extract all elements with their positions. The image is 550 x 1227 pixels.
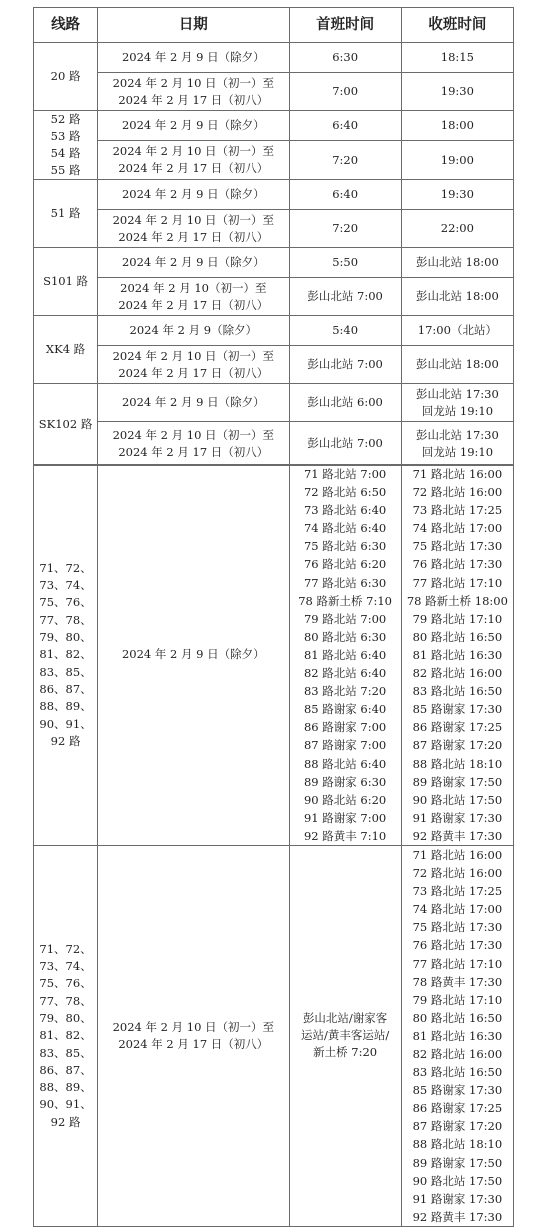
schedule-entry: 74 路北站 17:00 (412, 521, 503, 536)
schedule-entry: 91 路谢家 7:00 (303, 810, 387, 825)
schedule-entry: 92 路黄丰 17:30 (412, 1209, 503, 1224)
schedule-entry: 74 路北站 17:00 (412, 902, 503, 917)
first-bus-cell: 6:40 (289, 111, 401, 141)
schedule-entry: 91 路谢家 17:30 (412, 810, 503, 825)
schedule-entry: 80 路北站 6:30 (303, 629, 387, 644)
schedule-entry: 75 路北站 6:30 (303, 539, 387, 554)
last-bus-cell: 19:00 (401, 141, 513, 180)
schedule-entry: 85 路谢家 17:30 (412, 1083, 503, 1098)
schedule-entry: 72 路北站 16:00 (412, 485, 503, 500)
schedule-entry: 89 路谢家 17:50 (412, 774, 503, 789)
schedule-entry: 76 路北站 17:30 (412, 938, 503, 953)
schedule-entry: 85 路谢家 17:30 (412, 702, 503, 717)
schedule-entry: 83 路北站 16:50 (412, 1065, 503, 1080)
route-cell: 20 路 (34, 43, 98, 111)
schedule-entry: 89 路谢家 17:50 (412, 1155, 503, 1170)
first-bus-list (289, 465, 401, 846)
schedule-entry: 83 路北站 16:50 (412, 684, 503, 699)
schedule-entry: 82 路北站 6:40 (303, 666, 387, 681)
route-cell: S101 路 (34, 248, 98, 316)
schedule-entry: 86 路谢家 17:25 (412, 720, 503, 735)
table-row (34, 845, 514, 1226)
schedule-entry: 76 路北站 6:20 (303, 557, 387, 572)
first-bus-cell: 彭山北站/谢家客 运站/黄丰客运站/ 新土桥 7:20 (289, 845, 401, 1226)
route-cell: 71、72、 73、74、 75、76、 77、78、 79、80、 81、82、 83、85、 86、87、 88、89、 90、91、 92 路 (34, 845, 98, 1226)
first-bus-cell: 7:20 (289, 210, 401, 248)
schedule-entry: 76 路北站 17:30 (412, 557, 503, 572)
schedule-entry: 78 路新土桥 7:10 (298, 593, 393, 608)
first-bus-cell: 7:00 (289, 73, 401, 111)
date-cell: 2024 年 2 月 10 日（初一）至 2024 年 2 月 17 日（初八） (98, 141, 289, 180)
last-bus-cell: 彭山北站 18:00 (401, 248, 513, 278)
table-row (34, 465, 514, 846)
schedule-entry: 85 路谢家 6:40 (303, 702, 387, 717)
date-cell: 2024 年 2 月 10 日（初一）至 2024 年 2 月 17 日（初八） (98, 73, 289, 111)
schedule-entry: 83 路北站 7:20 (303, 684, 387, 699)
schedule-entry: 80 路北站 16:50 (412, 1010, 503, 1025)
first-bus-cell: 彭山北站 7:00 (289, 422, 401, 466)
last-bus-list (401, 845, 513, 1226)
table-row (34, 346, 514, 384)
schedule-entry: 78 路黄丰 17:30 (412, 974, 503, 989)
table-row (34, 111, 514, 141)
first-bus-cell: 5:40 (289, 316, 401, 346)
schedule-entry: 89 路谢家 6:30 (303, 774, 387, 789)
schedule-entry: 73 路北站 17:25 (412, 884, 503, 899)
table-row (34, 278, 514, 316)
schedule-entry: 71 路北站 16:00 (412, 467, 503, 481)
schedule-entry: 88 路北站 6:40 (303, 756, 387, 771)
schedule-entry: 87 路谢家 7:00 (303, 738, 387, 753)
schedule-entry: 81 路北站 6:40 (303, 647, 387, 662)
date-cell: 2024 年 2 月 9 日（除夕） (98, 111, 289, 141)
schedule-table-upper (33, 7, 514, 466)
schedule-entry: 90 路北站 17:50 (412, 1173, 503, 1188)
first-bus-cell: 彭山北站 7:00 (289, 278, 401, 316)
schedule-entry: 77 路北站 17:10 (412, 575, 503, 590)
route-cell: 51 路 (34, 180, 98, 248)
table-row (34, 43, 514, 73)
date-cell: 2024 年 2 月 10 日（初一）至 2024 年 2 月 17 日（初八） (98, 422, 289, 466)
schedule-entry: 74 路北站 6:40 (303, 521, 387, 536)
schedule-entry: 77 路北站 17:10 (412, 956, 503, 971)
last-bus-list (401, 465, 513, 846)
schedule-entry: 75 路北站 17:30 (412, 920, 503, 935)
schedule-entry: 91 路谢家 17:30 (412, 1191, 503, 1206)
date-cell: 2024 年 2 月 9 日（除夕） (98, 465, 289, 846)
schedule-entry: 81 路北站 16:30 (412, 1028, 503, 1043)
last-bus-cell: 19:30 (401, 73, 513, 111)
schedule-entry: 80 路北站 16:50 (412, 629, 503, 644)
last-bus-cell: 19:30 (401, 180, 513, 210)
first-bus-cell: 6:30 (289, 43, 401, 73)
date-cell: 2024 年 2 月 10 日（初一）至 2024 年 2 月 17 日（初八） (98, 210, 289, 248)
schedule-entry: 81 路北站 16:30 (412, 647, 503, 662)
table-row (34, 180, 514, 210)
schedule-entry: 79 路北站 7:00 (303, 611, 387, 626)
table-row (34, 422, 514, 466)
table-row (34, 141, 514, 180)
schedule-entry: 90 路北站 17:50 (412, 792, 503, 807)
schedule-entry: 86 路谢家 7:00 (303, 720, 387, 735)
route-cell: 52 路 53 路 54 路 55 路 (34, 111, 98, 180)
first-bus-cell: 7:20 (289, 141, 401, 180)
route-cell: XK4 路 (34, 316, 98, 384)
last-bus-cell: 彭山北站 17:30 回龙站 19:10 (401, 422, 513, 466)
route-cell: 71、72、 73、74、 75、76、 77、78、 79、80、 81、82、 83、85、 86、87、 88、89、 90、91、 92 路 (34, 465, 98, 846)
first-bus-cell: 5:50 (289, 248, 401, 278)
schedule-entry: 75 路北站 17:30 (412, 539, 503, 554)
table-row (34, 316, 514, 346)
schedule-entry: 88 路北站 18:10 (412, 1137, 503, 1152)
schedule-entry: 71 路北站 7:00 (303, 467, 387, 481)
schedule-entry: 73 路北站 17:25 (412, 503, 503, 518)
date-cell: 2024 年 2 月 9 日（除夕） (98, 180, 289, 210)
first-bus-cell: 6:40 (289, 180, 401, 210)
schedule-entry: 79 路北站 17:10 (412, 992, 503, 1007)
header-first-bus: 首班时间 (289, 8, 401, 43)
schedule-entry: 77 路北站 6:30 (303, 575, 387, 590)
last-bus-cell: 彭山北站 18:00 (401, 278, 513, 316)
date-cell: 2024 年 2 月 10 日（初一）至 2024 年 2 月 17 日（初八） (98, 346, 289, 384)
schedule-entry: 72 路北站 16:00 (412, 866, 503, 881)
schedule-entry: 86 路谢家 17:25 (412, 1101, 503, 1116)
table-row (34, 73, 514, 111)
schedule-entry: 92 路黄丰 17:30 (412, 828, 503, 843)
schedule-entry: 92 路黄丰 7:10 (303, 828, 387, 843)
schedule-table-lower (33, 464, 514, 1227)
date-cell: 2024 年 2 月 10（初一）至 2024 年 2 月 17 日（初八） (98, 278, 289, 316)
schedule-entry: 73 路北站 6:40 (303, 503, 387, 518)
last-bus-cell: 彭山北站 18:00 (401, 346, 513, 384)
table-row (34, 210, 514, 248)
schedule-entry: 71 路北站 16:00 (412, 847, 503, 862)
first-bus-cell: 彭山北站 6:00 (289, 384, 401, 422)
header-date: 日期 (98, 8, 289, 43)
last-bus-cell: 18:00 (401, 111, 513, 141)
last-bus-cell: 18:15 (401, 43, 513, 73)
date-cell: 2024 年 2 月 10 日（初一）至 2024 年 2 月 17 日（初八） (98, 845, 289, 1226)
header-last-bus: 收班时间 (401, 8, 513, 43)
schedule-entry: 82 路北站 16:00 (412, 666, 503, 681)
schedule-entry: 88 路北站 18:10 (412, 756, 503, 771)
schedule-entry: 72 路北站 6:50 (303, 485, 387, 500)
date-cell: 2024 年 2 月 9（除夕） (98, 316, 289, 346)
schedule-entry: 87 路谢家 17:20 (412, 738, 503, 753)
table-row (34, 248, 514, 278)
schedule-entry: 79 路北站 17:10 (412, 611, 503, 626)
schedule-entry: 78 路新土桥 18:00 (406, 593, 508, 608)
schedule-entry: 82 路北站 16:00 (412, 1047, 503, 1061)
header-route: 线路 (34, 8, 98, 43)
route-cell: SK102 路 (34, 384, 98, 466)
schedule-entry: 90 路北站 6:20 (303, 792, 387, 807)
last-bus-cell: 17:00（北站） (401, 316, 513, 346)
date-cell: 2024 年 2 月 9 日（除夕） (98, 43, 289, 73)
last-bus-cell: 彭山北站 17:30 回龙站 19:10 (401, 384, 513, 422)
first-bus-cell: 彭山北站 7:00 (289, 346, 401, 384)
schedule-entry: 87 路谢家 17:20 (412, 1119, 503, 1134)
last-bus-cell: 22:00 (401, 210, 513, 248)
date-cell: 2024 年 2 月 9 日（除夕） (98, 384, 289, 422)
table-row (34, 384, 514, 422)
header-row (34, 8, 514, 43)
date-cell: 2024 年 2 月 9 日（除夕） (98, 248, 289, 278)
